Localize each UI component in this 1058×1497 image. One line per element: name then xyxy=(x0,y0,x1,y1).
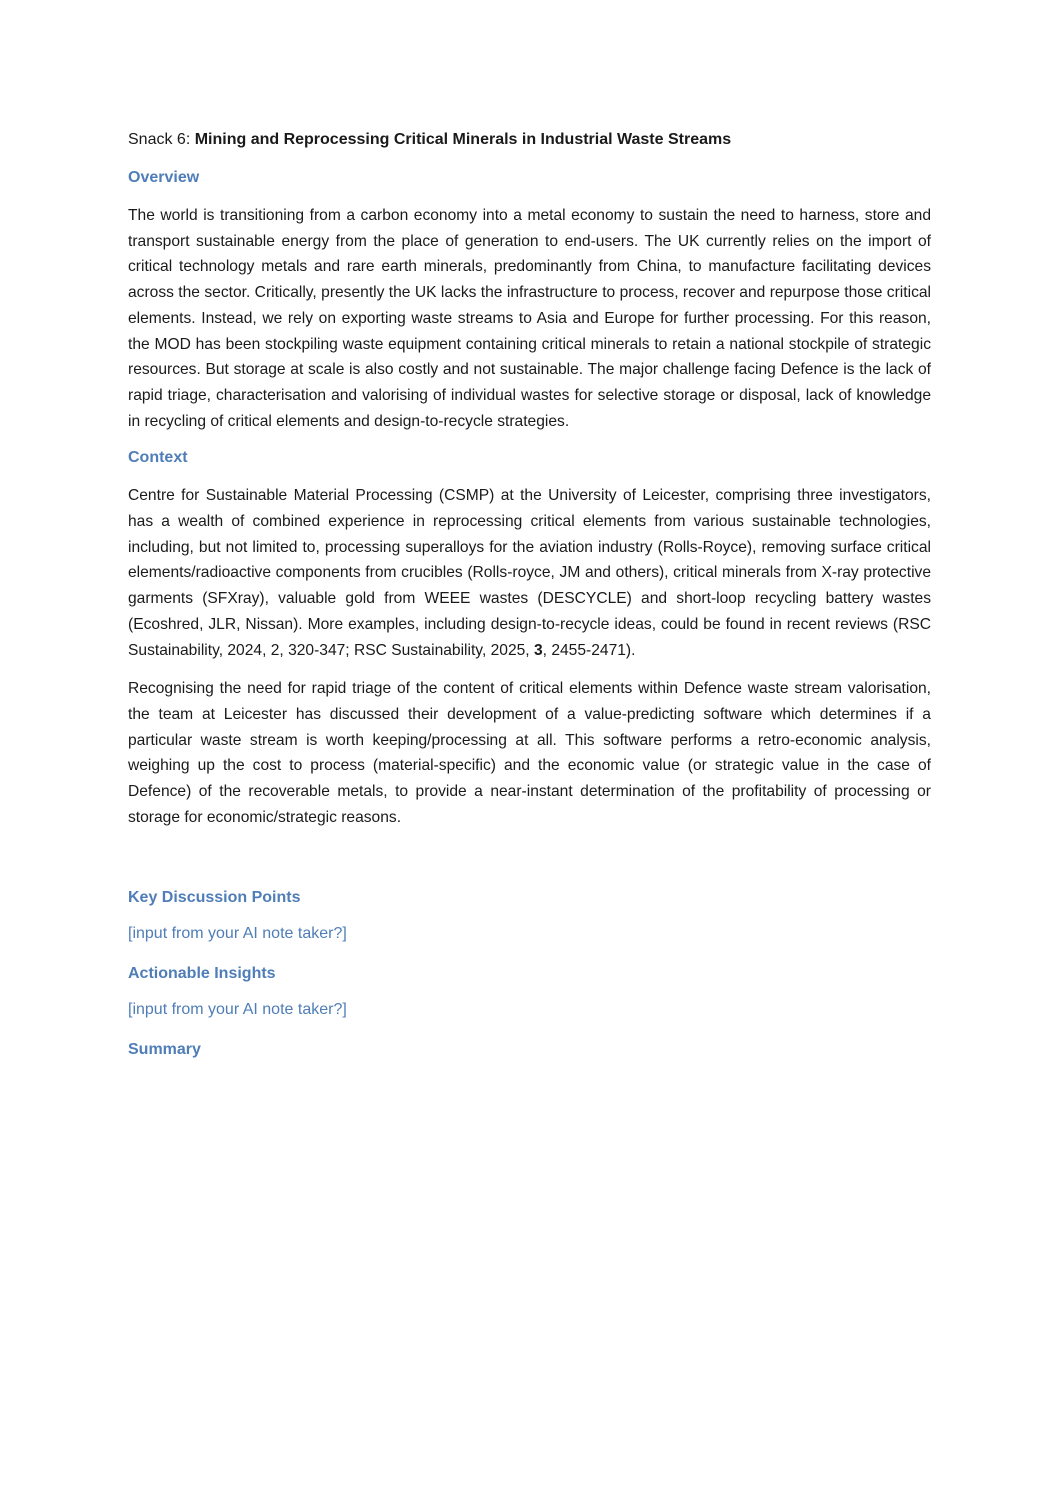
context-paragraph-2: Recognising the need for rapid triage of the content of critical elements within Defence waste stream valorisation, the team at Leicester has discussed their development of a value-predicting software which determines if a particular waste stream is worth keeping/processing at all. This software performs a retro-economic analysis, weighing up the cost to process (material-specific) and the economic value (or strategic value in the case of Defence) of the recoverable metals, to provide a near-instant determination of the profitability of processing or storage for economic/strategic reasons. xyxy=(128,680,931,826)
context-heading: Context xyxy=(128,449,188,467)
document-title xyxy=(128,128,931,152)
context-paragraph-1-bold: 3 xyxy=(533,641,543,659)
overview-paragraph: The world is transitioning from a carbon economy into a metal economy to sustain the need to harness, store and transport sustainable energy from the place of generation to end-users. The UK currently relies on the import of critical technology metals and rare earth minerals, predominantly from China, to manufacture facilitating devices across the sector. Critically, presently the UK lacks the infrastructure to process, recover and repurpose those critical elements. Instead, we rely on exporting waste streams to Asia and Europe for further processing. For this reason, the MOD has been stockpiling waste equipment containing critical minerals to retain a national stockpile of strategic resources. But storage at scale is also costly and not sustainable. The major challenge facing Defence is the lack of rapid triage, characterisation and valorising of individual wastes for selective storage or disposal, lack of knowledge in recycling of critical elements and design-to-recycle strategies. xyxy=(128,207,931,430)
actionable-insights-heading: Actionable Insights xyxy=(128,965,276,983)
section-spacer xyxy=(128,843,931,887)
key-discussion-points-heading: Key Discussion Points xyxy=(128,889,301,907)
overview-heading: Overview xyxy=(128,169,200,186)
context-paragraph-1-text-b: , 2455-2471). xyxy=(542,641,636,659)
actionable-insights-placeholder: [input from your AI note taker?] xyxy=(128,1001,347,1019)
summary-heading: Summary xyxy=(128,1041,201,1059)
context-paragraph-1 xyxy=(128,483,931,663)
document-page xyxy=(128,128,931,1075)
key-discussion-points-placeholder: [input from your AI note taker?] xyxy=(128,925,347,943)
title-main: Mining and Reprocessing Critical Minerals in Industrial Waste Streams xyxy=(194,131,732,148)
context-paragraph-1-text-a: Centre for Sustainable Material Processing (CSMP) at the University of Leicester, comprising three investigators, has a wealth of combined experience in reprocessing critical elements from various sustainable technologies, including, but not limited to, processing superalloys for the aviation industry (Rolls-Royce), removing surface critical elements/radioactive components from crucibles (Rolls-royce, JM and others), critical minerals from X-ray protective garments (SFXray), valuable gold from WEEE wastes (DESCYCLE) and short-loop recycling battery wastes (Ecoshred, JLR, Nissan). More examples, including design-to-recycle ideas, could be found in recent reviews (RSC Sustainability, 2024, 2, 320-347; RSC Sustainability, 2025, xyxy=(128,487,931,659)
title-prefix: Snack 6: xyxy=(128,131,195,148)
